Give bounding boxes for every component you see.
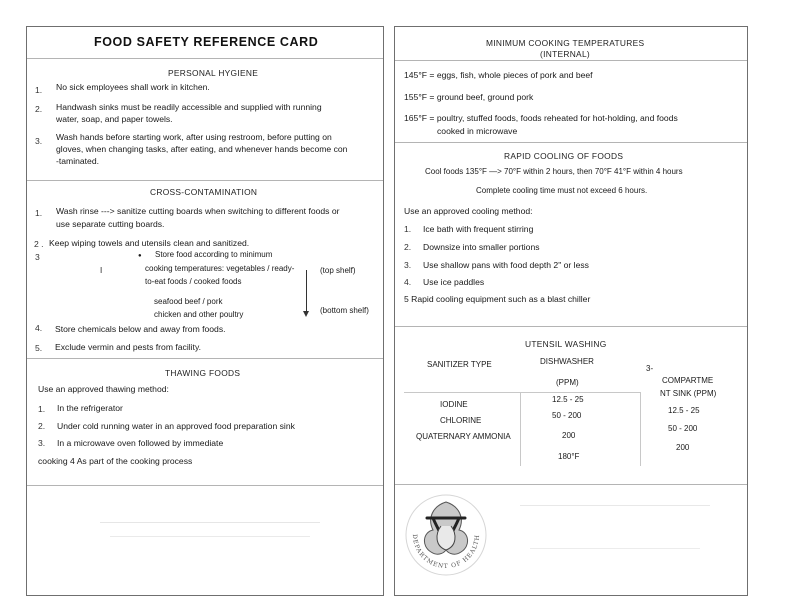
list-number: 1.	[404, 224, 412, 234]
table-cell: 180°F	[558, 452, 580, 461]
list-number: 1.	[35, 208, 43, 218]
faded-line	[100, 522, 320, 523]
mark-glyph: I	[100, 266, 103, 275]
faded-line	[520, 505, 710, 506]
card-title: FOOD SAFETY REFERENCE CARD	[94, 35, 319, 49]
rapid-cooling-heading: RAPID COOLING OF FOODS	[504, 151, 624, 161]
list-number: 4.	[35, 323, 43, 333]
cooling-item: Use ice paddles	[423, 277, 485, 287]
divider	[27, 58, 383, 59]
list-number: 3.	[404, 260, 412, 270]
divider	[27, 358, 383, 359]
table-cell: 200	[676, 443, 690, 452]
temp-line: 165°F = poultry, stuffed foods, foods reheated for hot-holding, and foods	[404, 113, 678, 123]
hygiene-item: water, soap, and paper towels.	[56, 114, 173, 124]
cross-item: use separate cutting boards.	[56, 219, 165, 229]
column-header: DISHWASHER	[540, 357, 594, 366]
cooling-item: Downsize into smaller portions	[423, 242, 540, 252]
cross-item: Exclude vermin and pests from facility.	[55, 342, 201, 352]
table-line	[404, 392, 640, 393]
temp-line: cooked in microwave	[437, 126, 518, 136]
cross-item: Wash rinse ---> sanitize cutting boards when switching to different foods or	[56, 206, 340, 216]
personal-hygiene-heading: PERSONAL HYGIENE	[168, 68, 259, 78]
hygiene-item: No sick employees shall work in kitchen.	[56, 82, 210, 92]
table-cell: IODINE	[440, 400, 468, 409]
storage-text: seafood beef / pork	[154, 297, 223, 306]
table-cell: QUATERNARY AMMONIA	[416, 432, 511, 441]
divider	[27, 180, 383, 181]
column-header: COMPARTME	[662, 376, 714, 385]
divider	[395, 484, 747, 485]
faded-line	[530, 548, 700, 549]
table-cell: 12.5 - 25	[552, 395, 584, 404]
thawing-heading: THAWING FOODS	[165, 368, 241, 378]
utensil-heading: UTENSIL WASHING	[525, 339, 607, 349]
divider	[395, 142, 747, 143]
list-number: 2.	[404, 242, 412, 252]
thawing-item: cooking 4 As part of the cooking process	[38, 456, 193, 466]
column-header: (PPM)	[556, 378, 579, 387]
cooling-intro: Use an approved cooling method:	[404, 206, 533, 216]
temp-line: 155°F = ground beef, ground pork	[404, 92, 534, 102]
table-cell: 50 - 200	[552, 411, 582, 420]
cross-item: Store chemicals below and away from foods.	[55, 324, 226, 334]
divider	[395, 60, 747, 61]
table-cell: CHLORINE	[440, 416, 482, 425]
cooling-item: Use shallow pans with food depth 2" or less	[423, 260, 589, 270]
divider	[395, 326, 747, 327]
list-number: 4.	[404, 277, 412, 287]
cooling-rule: Complete cooling time must not exceed 6 hours.	[476, 186, 648, 195]
min-cooking-subheading: (INTERNAL)	[540, 49, 590, 59]
column-header: 3-	[646, 364, 654, 373]
list-number: 1.	[35, 85, 43, 95]
storage-text: cooking temperatures: vegetables / ready-	[145, 264, 295, 273]
table-cell: 12.5 - 25	[668, 406, 700, 415]
cross-item: Keep wiping towels and utensils clean and sanitized.	[49, 238, 250, 248]
list-number: 5.	[35, 343, 43, 353]
hygiene-item: -taminated.	[56, 156, 99, 166]
hygiene-item: Wash hands before starting work, after using restroom, before putting on	[56, 132, 332, 142]
arrow-head-icon	[303, 311, 309, 317]
shelf-arrow	[306, 270, 307, 312]
faded-line	[110, 536, 310, 537]
table-line	[640, 392, 641, 466]
column-header: NT SINK (PPM)	[660, 389, 717, 398]
table-cell: 50 - 200	[668, 424, 698, 433]
cooling-item: Ice bath with frequent stirring	[423, 224, 534, 234]
storage-text: chicken and other poultry	[154, 310, 244, 319]
list-number: 3.	[35, 136, 43, 146]
thawing-item: Under cold running water in an approved food preparation sink	[57, 421, 295, 431]
cooling-item: 5 Rapid cooling equipment such as a blast chiller	[404, 294, 591, 304]
storage-text: Store food according to minimum	[155, 250, 273, 259]
table-line	[520, 392, 521, 466]
bottom-shelf-label: (bottom shelf)	[320, 306, 369, 315]
divider	[27, 485, 383, 486]
thawing-item: In the refrigerator	[57, 403, 123, 413]
bullet-icon: ●	[138, 253, 142, 259]
cooling-rule: Cool foods 135°F —> 70°F within 2 hours, then 70°F 41°F within 4 hours	[425, 167, 683, 176]
temp-line: 145°F = eggs, fish, whole pieces of pork and beef	[404, 70, 593, 80]
list-number: 2 .	[34, 239, 44, 249]
hygiene-item: Handwash sinks must be readily accessible and supplied with running	[56, 102, 322, 112]
cross-contamination-heading: CROSS-CONTAMINATION	[150, 187, 258, 197]
list-number: 2.	[35, 104, 43, 114]
storage-text: to-eat foods / cooked foods	[145, 277, 242, 286]
column-header: SANITIZER TYPE	[427, 360, 492, 369]
list-number: 3.	[38, 438, 46, 448]
list-number: 3	[35, 252, 40, 262]
svg-text:DEPARTMENT OF HEALTH: DEPARTMENT OF HEALTH	[410, 533, 482, 571]
thawing-intro: Use an approved thawing method:	[38, 384, 169, 394]
hygiene-item: gloves, when changing tasks, after eating, and whenever hands become con	[56, 144, 348, 154]
min-cooking-heading: MINIMUM COOKING TEMPERATURES	[486, 38, 645, 48]
list-number: 2.	[38, 421, 46, 431]
list-number: 1.	[38, 404, 46, 414]
top-shelf-label: (top shelf)	[320, 266, 356, 275]
table-cell: 200	[562, 431, 576, 440]
thawing-item: In a microwave oven followed by immediate	[57, 438, 224, 448]
department-seal	[403, 492, 489, 578]
